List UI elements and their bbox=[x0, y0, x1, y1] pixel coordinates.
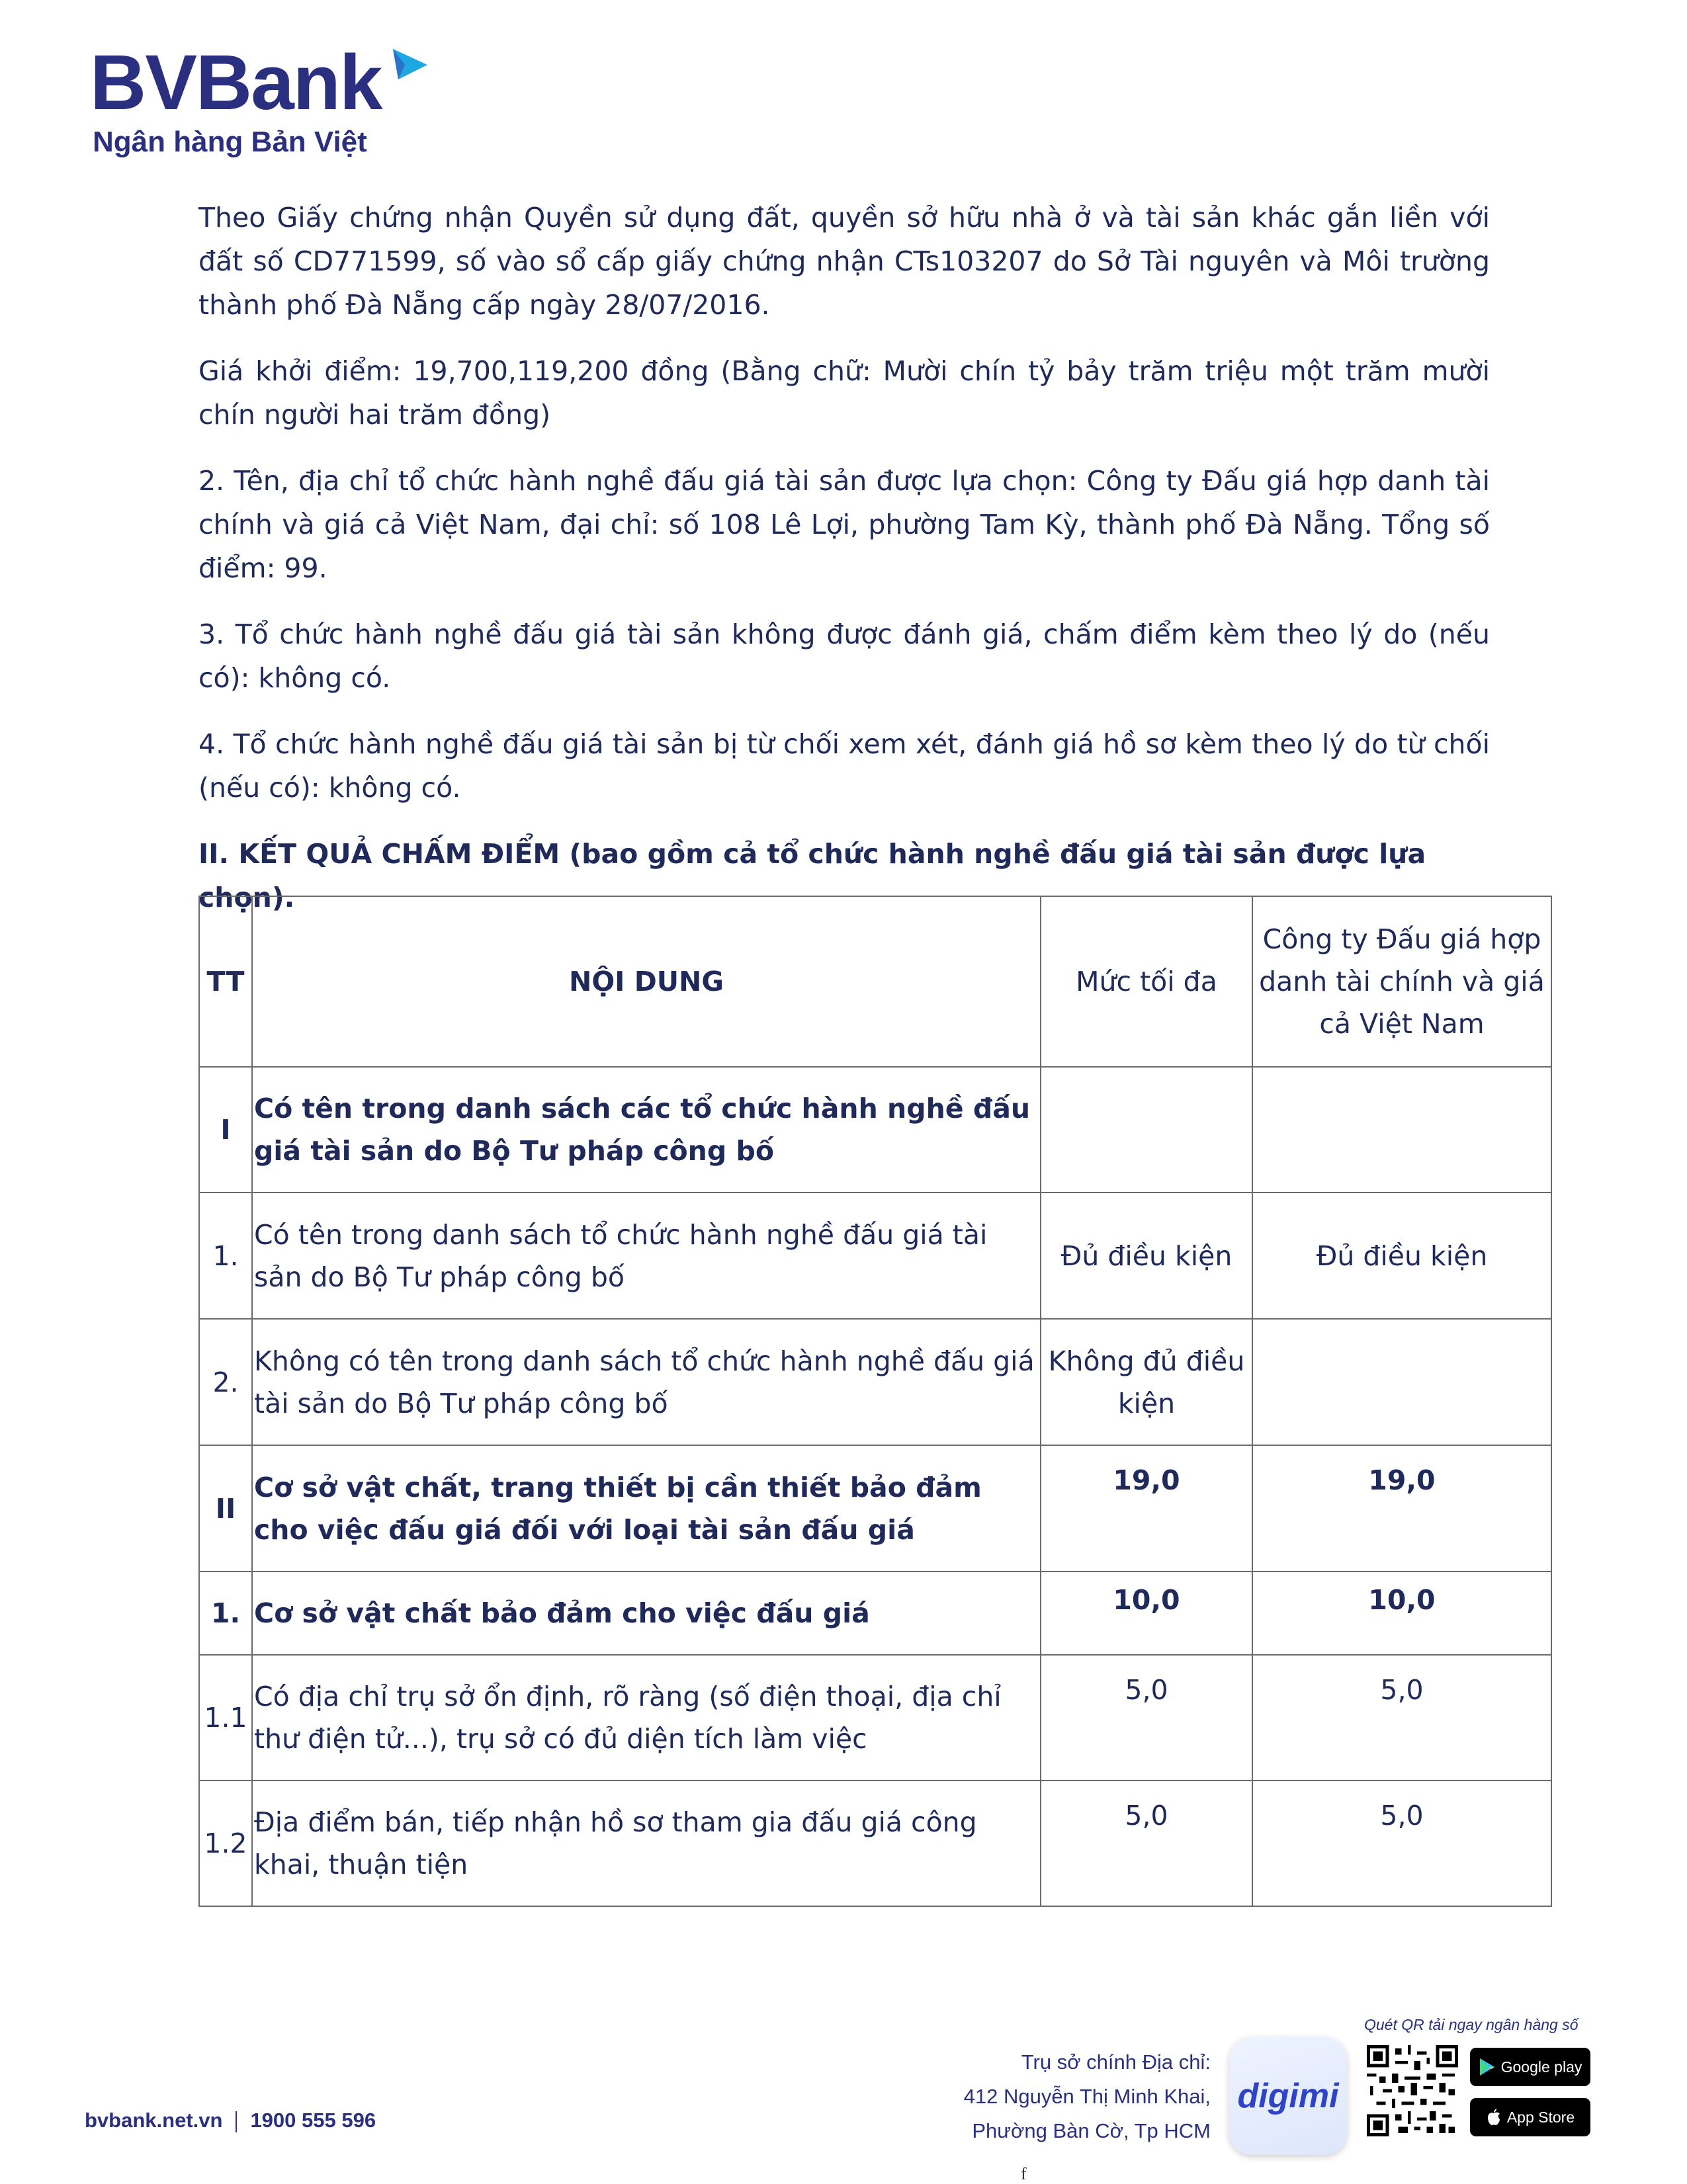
row-content: Có tên trong danh sách các tổ chức hành nghề đấu giá tài sản do Bộ Tư pháp công bố bbox=[252, 1067, 1041, 1193]
row-max: Đủ điều kiện bbox=[1041, 1193, 1252, 1319]
document-body bbox=[198, 196, 1490, 919]
app-store-label: App Store bbox=[1506, 2108, 1575, 2126]
row-tt: II bbox=[199, 1445, 252, 1572]
paragraph-rejected: 4. Tổ chức hành nghề đấu giá tài sản bị từ chối xem xét, đánh giá hồ sơ kèm theo lý do từ chối (nếu có): không có. bbox=[198, 728, 1490, 804]
address-line1: 412 Nguyễn Thị Minh Khai, bbox=[963, 2085, 1211, 2108]
divider bbox=[236, 2111, 237, 2132]
google-play-badge[interactable] bbox=[1470, 2048, 1590, 2086]
digimi-label: digimi bbox=[1237, 2077, 1339, 2115]
row-tt: I bbox=[199, 1067, 252, 1193]
table-row bbox=[199, 1572, 1551, 1655]
headquarters-address bbox=[964, 2045, 1211, 2148]
header-company: Công ty Đấu giá hợp danh tài chính và giá cả Việt Nam bbox=[1252, 896, 1551, 1067]
logo-play-arrow-icon bbox=[389, 48, 430, 89]
address-line2: Phường Bàn Cờ, Tp HCM bbox=[972, 2119, 1211, 2142]
row-max: 19,0 bbox=[1041, 1445, 1252, 1572]
paragraph-certificate: Theo Giấy chứng nhận Quyền sử dụng đất, quyền sở hữu nhà ở và tài sản khác gắn liền với đất số CD771599, số vào sổ cấp giấy chứng nhận CTs103207 do Sở Tài nguyên và Môi trường thành phố Đà Nẵng cấp ngày 28/07/2016. bbox=[198, 202, 1490, 321]
table-row bbox=[199, 1781, 1551, 1906]
table-header-row bbox=[199, 896, 1551, 1067]
apple-icon bbox=[1486, 2108, 1502, 2126]
header-max-score: Mức tối đa bbox=[1041, 896, 1252, 1067]
row-tt: 1.2 bbox=[199, 1781, 252, 1906]
bvbank-logo bbox=[90, 39, 460, 169]
row-company bbox=[1252, 1067, 1551, 1193]
qr-code-icon[interactable] bbox=[1367, 2045, 1458, 2136]
row-max: 5,0 bbox=[1041, 1781, 1252, 1906]
logo-tagline: Ngân hàng Bản Việt bbox=[93, 126, 367, 158]
row-content: Cơ sở vật chất bảo đảm cho việc đấu giá bbox=[252, 1572, 1041, 1655]
row-tt: 2. bbox=[199, 1319, 252, 1445]
row-company: Đủ điều kiện bbox=[1252, 1193, 1551, 1319]
qr-caption: Quét QR tải ngay ngân hàng số bbox=[1364, 2016, 1579, 2033]
row-company bbox=[1252, 1319, 1551, 1445]
scoring-table bbox=[198, 896, 1552, 1907]
footer-contact bbox=[85, 2109, 376, 2132]
header-content: NỘI DUNG bbox=[252, 896, 1041, 1067]
row-max: Không đủ điều kiện bbox=[1041, 1319, 1252, 1445]
row-tt: 1.1 bbox=[199, 1655, 252, 1781]
table-row bbox=[199, 1319, 1551, 1445]
table-row bbox=[199, 1193, 1551, 1319]
row-tt: 1. bbox=[199, 1193, 252, 1319]
row-content: Có địa chỉ trụ sở ổn định, rõ ràng (số điện thoại, địa chỉ thư điện tử...), trụ sở có đủ diện tích làm việc bbox=[252, 1655, 1041, 1781]
row-max: 10,0 bbox=[1041, 1572, 1252, 1655]
row-company: 5,0 bbox=[1252, 1781, 1551, 1906]
row-company: 10,0 bbox=[1252, 1572, 1551, 1655]
hotline: 1900 555 596 bbox=[250, 2109, 376, 2132]
row-max: 5,0 bbox=[1041, 1655, 1252, 1781]
address-label: Trụ sở chính Địa chỉ: bbox=[1021, 2050, 1211, 2074]
app-store-badge[interactable] bbox=[1470, 2098, 1590, 2136]
paragraph-not-evaluated: 3. Tổ chức hành nghề đấu giá tài sản không được đánh giá, chấm điểm kèm theo lý do (nếu có): không có. bbox=[198, 618, 1490, 694]
table-row bbox=[199, 1067, 1551, 1193]
page-mark: f bbox=[1021, 2164, 1027, 2183]
google-play-label: Google play bbox=[1500, 2058, 1582, 2076]
row-content: Không có tên trong danh sách tổ chức hành nghề đấu giá tài sản do Bộ Tư pháp công bố bbox=[252, 1319, 1041, 1445]
row-tt: 1. bbox=[199, 1572, 252, 1655]
row-content: Cơ sở vật chất, trang thiết bị cần thiết bảo đảm cho việc đấu giá đối với loại tài sản đấu giá bbox=[252, 1445, 1041, 1572]
row-max bbox=[1041, 1067, 1252, 1193]
section-title-scoring-results: II. KẾT QUẢ CHẤM ĐIỂM (bao gồm cả tổ chức hành nghề đấu giá tài sản được lựa chọn). bbox=[198, 838, 1426, 913]
row-content: Địa điểm bán, tiếp nhận hồ sơ tham gia đấu giá công khai, thuận tiện bbox=[252, 1781, 1041, 1906]
paragraph-starting-price: Giá khởi điểm: 19,700,119,200 đồng (Bằng chữ: Mười chín tỷ bảy trăm triệu một trăm mười chín người hai trăm đồng) bbox=[198, 355, 1490, 431]
header-tt: TT bbox=[199, 896, 252, 1067]
digimi-app-icon[interactable] bbox=[1229, 2037, 1347, 2155]
table-row bbox=[199, 1445, 1551, 1572]
logo-wordmark: BVBank bbox=[90, 39, 382, 126]
row-content: Có tên trong danh sách tổ chức hành nghề đấu giá tài sản do Bộ Tư pháp công bố bbox=[252, 1193, 1041, 1319]
row-company: 5,0 bbox=[1252, 1655, 1551, 1781]
row-company: 19,0 bbox=[1252, 1445, 1551, 1572]
page-footer bbox=[0, 1971, 1687, 2183]
website-link[interactable]: bvbank.net.vn bbox=[85, 2109, 223, 2132]
table-row bbox=[199, 1655, 1551, 1781]
paragraph-selected-organization: 2. Tên, địa chỉ tổ chức hành nghề đấu giá tài sản được lựa chọn: Công ty Đấu giá hợp danh tài chính và giá cả Việt Nam, đại chỉ: số 108 Lê Lợi, phường Tam Kỳ, thành phố Đà Nẵng. Tổng số điểm: 99. bbox=[198, 465, 1490, 584]
google-play-icon bbox=[1479, 2058, 1496, 2076]
